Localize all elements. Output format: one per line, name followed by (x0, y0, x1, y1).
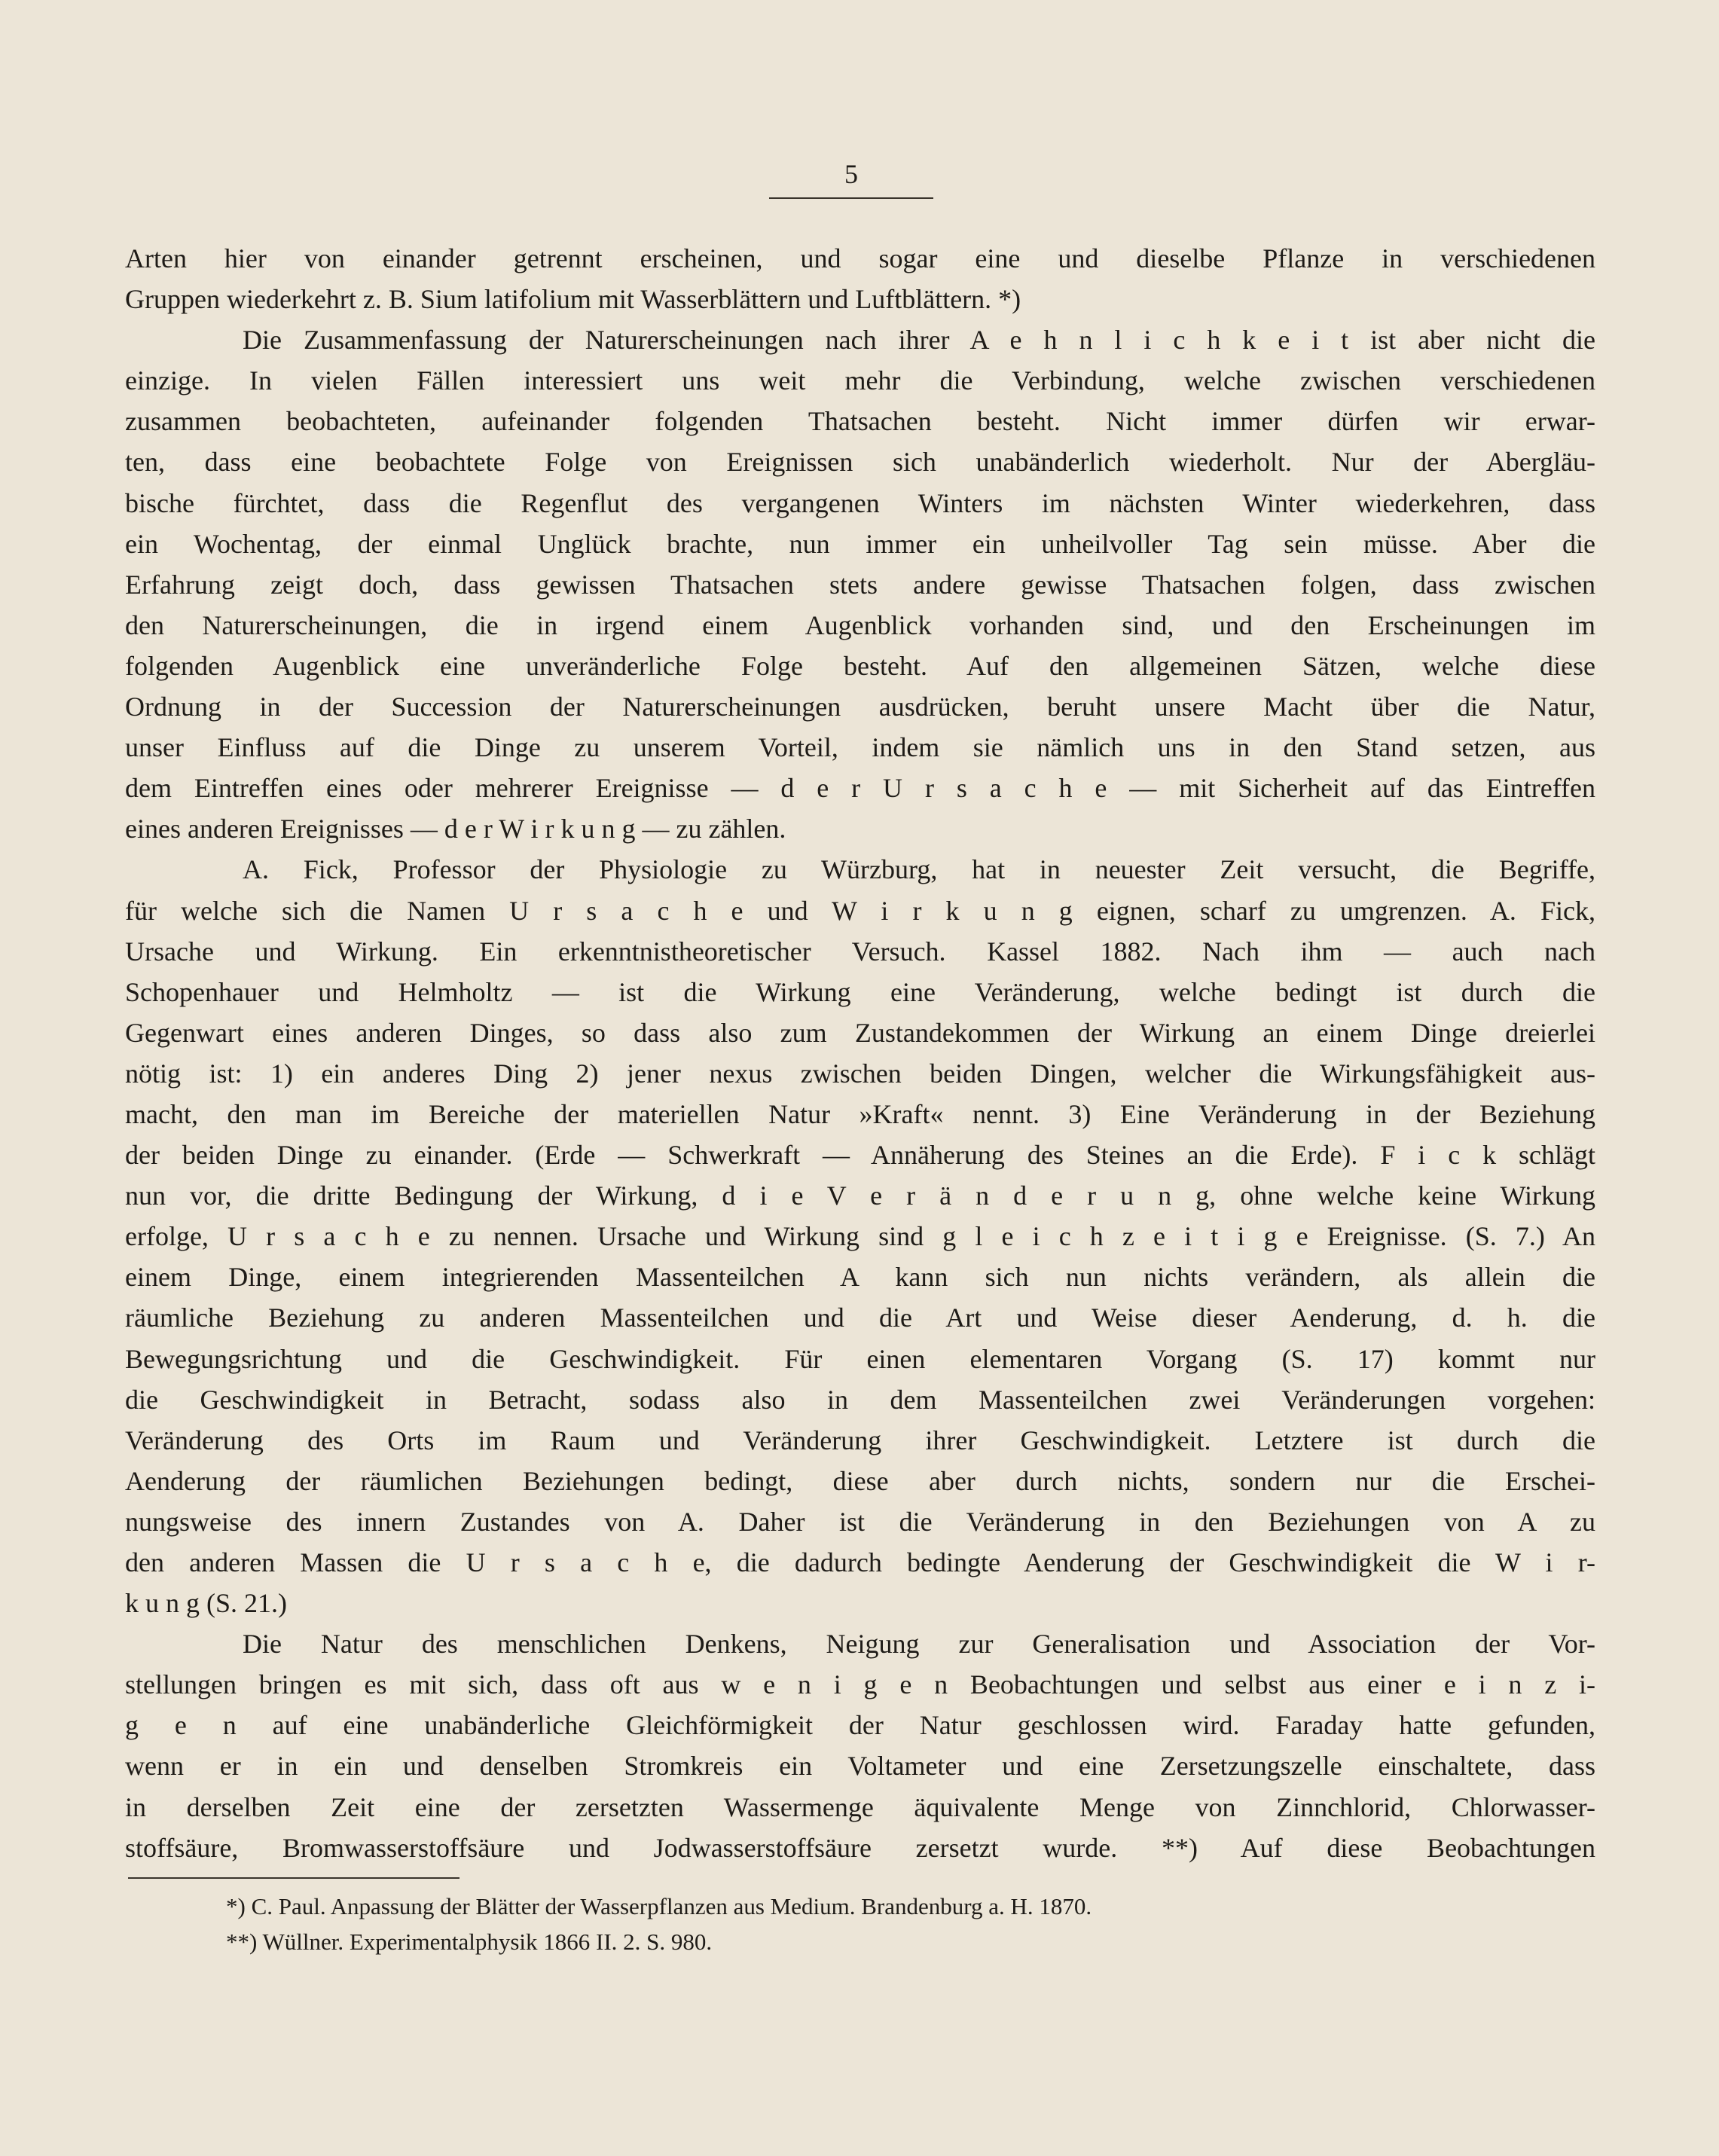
text-line: ein Wochentag, der einmal Unglück brachte, nun immer ein unheilvoller Tag sein müsse. Aber die (125, 528, 1595, 559)
text-line: g e n auf eine unabänderliche Gleichförmigkeit der Natur geschlossen wird. Faraday hatte gefunden, (125, 1710, 1595, 1741)
text-line: nötig ist: 1) ein anderes Ding 2) jener nexus zwischen beiden Dingen, welcher die Wirkungsfähigkeit aus- (125, 1058, 1595, 1089)
text-line: Schopenhauer und Helmholtz — ist die Wirkung eine Veränderung, welche bedingt ist durch die (125, 976, 1595, 1007)
body-text (125, 238, 1595, 1868)
text-line: bische fürchtet, dass die Regenflut des vergangenen Winters im nächsten Winter wiederkehren, dass (125, 487, 1595, 518)
footnote: **) Wüllner. Experimentalphysik 1866 II. 2. S. 980. (226, 1928, 713, 1955)
footnote: *) C. Paul. Anpassung der Blätter der Wasserpflanzen aus Medium. Brandenburg a. H. 1870. (226, 1893, 1092, 1919)
text-line: stellungen bringen es mit sich, dass oft aus w e n i g e n Beobachtungen und selbst aus einer e i n z i- (125, 1669, 1595, 1700)
text-line: Gegenwart eines anderen Dinges, so dass also zum Zustandekommen der Wirkung an einem Dinge dreierlei (125, 1017, 1595, 1048)
text-line: Bewegungsrichtung und die Geschwindigkeit. Für einen elementaren Vorgang (S. 17) kommt nur (125, 1343, 1595, 1374)
text-line: einzige. In vielen Fällen interessiert uns weit mehr die Verbindung, welche zwischen verschiedenen (125, 365, 1595, 396)
text-line: ten, dass eine beobachtete Folge von Ereignissen sich unabänderlich wiederholt. Nur der Abergläu- (125, 447, 1595, 478)
page-number-rule (769, 197, 933, 199)
text-line: eines anderen Ereignisses — d e r W i r k u n g — zu zählen. (125, 814, 786, 844)
text-line: nun vor, die dritte Bedingung der Wirkung, d i e V e r ä n d e r u n g, ohne welche keine Wirkung (125, 1180, 1595, 1211)
text-line: Aenderung der räumlichen Beziehungen bedingt, diese aber durch nichts, sondern nur die Erschei- (125, 1465, 1595, 1496)
text-line: wenn er in ein und denselben Stromkreis ein Voltameter und eine Zersetzungszelle einschaltete, dass (125, 1751, 1595, 1782)
text-line: Arten hier von einander getrennt erscheinen, und sogar eine und dieselbe Pflanze in verschiedenen (125, 243, 1595, 273)
text-line: Veränderung des Orts im Raum und Veränderung ihrer Geschwindigkeit. Letztere ist durch die (125, 1425, 1595, 1455)
text-line: für welche sich die Namen U r s a c h e und W i r k u n g eignen, scharf zu umgrenzen. A. Fick, (125, 895, 1595, 926)
text-line: erfolge, U r s a c h e zu nennen. Ursache und Wirkung sind g l e i c h z e i t i g e Ereignisse. (S. 7.) An (125, 1221, 1595, 1252)
text-line: dem Eintreffen eines oder mehrerer Ereignisse — d e r U r s a c h e — mit Sicherheit auf das Eintreffen (125, 773, 1595, 804)
text-line: macht, den man im Bereiche der materiellen Natur »Kraft« nennt. 3) Eine Veränderung in der Beziehung (125, 1098, 1595, 1129)
page-number: 5 (844, 159, 858, 189)
text-line: der beiden Dinge zu einander. (Erde — Schwerkraft — Annäherung des Steines an die Erde). F i c k schlägt (125, 1140, 1595, 1171)
text-line: Erfahrung zeigt doch, dass gewissen Thatsachen stets andere gewisse Thatsachen folgen, dass zwischen (125, 569, 1595, 600)
text-line: die Geschwindigkeit in Betracht, sodass also in dem Massenteilchen zwei Veränderungen vorgehen: (125, 1384, 1595, 1415)
text-line: stoffsäure, Bromwasserstoffsäure und Jodwasserstoffsäure zersetzt wurde. **) Auf diese Beobachtungen (125, 1832, 1595, 1863)
text-line: den Naturerscheinungen, die in irgend einem Augenblick vorhanden sind, und den Erscheinungen im (125, 609, 1595, 640)
footnote-rule (128, 1877, 460, 1879)
text-line: Ordnung in der Succession der Naturerscheinungen ausdrücken, beruht unsere Macht über die Natur, (125, 692, 1595, 722)
text-line: zusammen beobachteten, aufeinander folgenden Thatsachen besteht. Nicht immer dürfen wir erwar- (125, 406, 1595, 437)
text-line: unser Einfluss auf die Dinge zu unserem Vorteil, indem sie nämlich uns in den Stand setzen, aus (125, 732, 1595, 763)
text-line: Ursache und Wirkung. Ein erkenntnistheoretischer Versuch. Kassel 1882. Nach ihm — auch nach (125, 936, 1595, 967)
text-line: nungsweise des innern Zustandes von A. Daher ist die Veränderung in den Beziehungen von A zu (125, 1506, 1595, 1537)
text-line: Gruppen wiederkehrt z. B. Sium latifolium mit Wasserblättern und Luftblättern. *) (125, 284, 1021, 315)
footnotes (226, 1889, 1507, 1959)
text-line: folgenden Augenblick eine unveränderliche Folge besteht. Auf den allgemeinen Sätzen, welche diese (125, 650, 1595, 681)
text-line: in derselben Zeit eine der zersetzten Wassermenge äquivalente Menge von Zinnchlorid, Chlorwasser- (125, 1791, 1595, 1822)
text-line: Die Zusammenfassung der Naturerscheinungen nach ihrer A e h n l i c h k e i t ist aber nicht die (243, 325, 1595, 356)
text-line: A. Fick, Professor der Physiologie zu Würzburg, hat in neuester Zeit versucht, die Begriffe, (243, 854, 1595, 885)
text-line: einem Dinge, einem integrierenden Massenteilchen A kann sich nun nichts verändern, als allein die (125, 1262, 1595, 1293)
text-line: k u n g (S. 21.) (125, 1588, 287, 1619)
text-line: räumliche Beziehung zu anderen Massenteilchen und die Art und Weise dieser Aenderung, d. h. die (125, 1302, 1595, 1333)
text-line: Die Natur des menschlichen Denkens, Neigung zur Generalisation und Association der Vor- (243, 1629, 1595, 1660)
text-line: den anderen Massen die U r s a c h e, die dadurch bedingte Aenderung der Geschwindigkeit die W i r- (125, 1547, 1595, 1577)
